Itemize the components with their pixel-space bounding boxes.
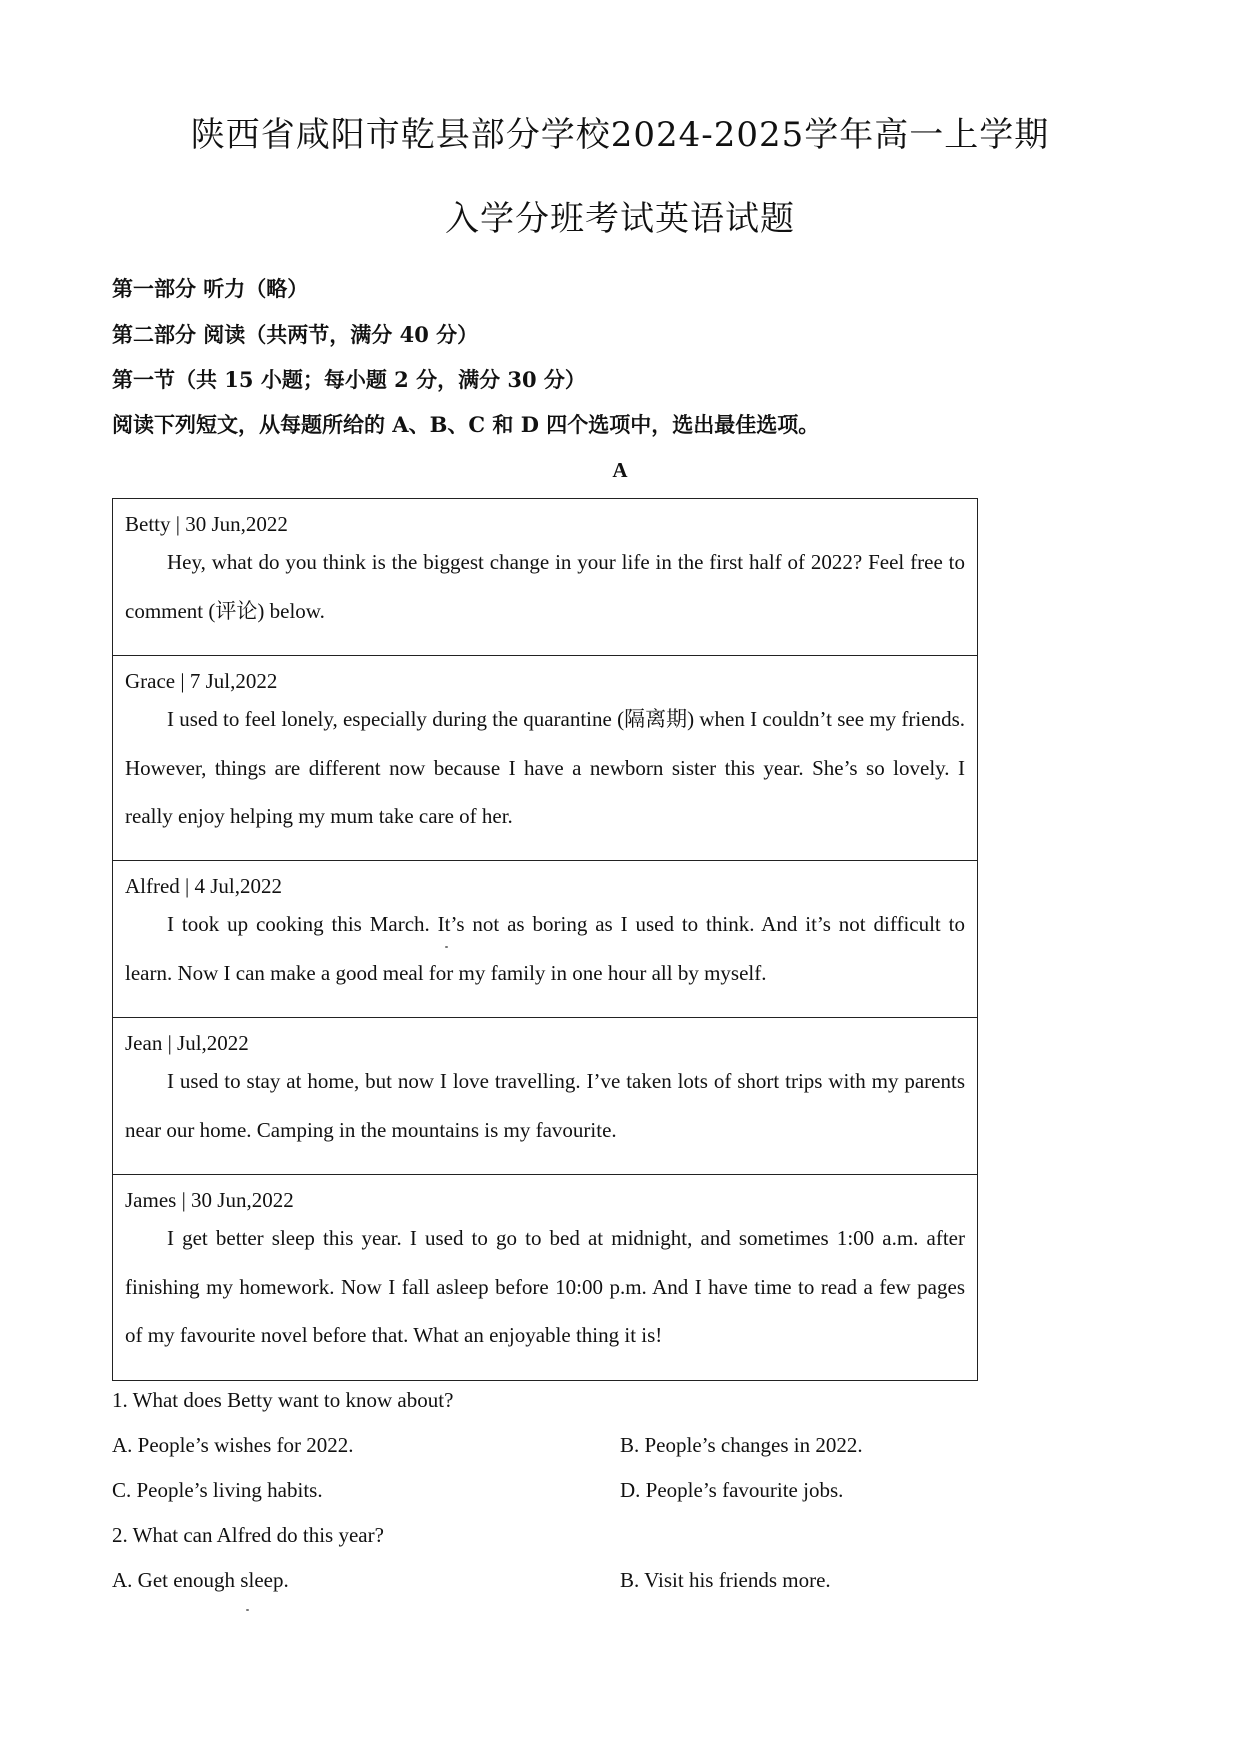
exam-title-line2: 入学分班考试英语试题 (445, 199, 795, 239)
comment-header: Jean | Jul,2022 (125, 1031, 249, 1055)
question-1-option-b: B. People’s changes in 2022. (620, 1433, 863, 1457)
comment-body: Hey, what do you think is the biggest change in your life in the first half of 2022? Feel free to comment (评论) below. (125, 550, 965, 623)
question-2-stem: 2. What can Alfred do this year? (112, 1523, 384, 1547)
comment-table (112, 498, 978, 1381)
part1-heading: 第一部分 听力（略） (112, 276, 309, 301)
comment-body: I used to stay at home, but now I love travelling. I’ve taken lots of short trips with my parents near our home. Camping in the mountains is my favourite. (125, 1069, 965, 1142)
question-2-option-b: B. Visit his friends more. (620, 1568, 831, 1592)
question-1-option-c: C. People’s living habits. (112, 1478, 323, 1502)
comment-header: Betty | 30 Jun,2022 (125, 512, 288, 536)
comment-header: Alfred | 4 Jul,2022 (125, 874, 283, 898)
comment-block (113, 656, 977, 861)
part2-heading: 第二部分 阅读（共两节，满分 40 分） (112, 322, 479, 347)
question-1-option-a: A. People’s wishes for 2022. (112, 1433, 354, 1457)
scan-speck (246, 1609, 249, 1611)
comment-block (113, 499, 977, 656)
comment-body: I used to feel lonely, especially during the quarantine (隔离期) when I couldn’t see my friends. However, things are different now because I have a newborn sister this year. She’s so lovely. I really enjoy helping my mum take care of her. (125, 707, 965, 828)
question-1-option-d: D. People’s favourite jobs. (620, 1478, 844, 1502)
instruction-text: 阅读下列短文，从每题所给的 A、B、C 和 D 四个选项中，选出最佳选项。 (112, 412, 820, 437)
comment-header: James | 30 Jun,2022 (125, 1188, 294, 1212)
section1-heading: 第一节（共 15 小题；每小题 2 分，满分 30 分） (112, 367, 586, 392)
scan-speck (445, 946, 448, 948)
comment-block (113, 861, 977, 1018)
comment-block (113, 1018, 977, 1175)
comment-block (113, 1175, 977, 1380)
comment-body: I get better sleep this year. I used to go to bed at midnight, and sometimes 1:00 a.m. after finishing my homework. Now I fall asleep before 10:00 p.m. And I have time to read a few pages of my favourite novel before that. What an enjoyable thing it is! (125, 1226, 965, 1347)
question-1-stem: 1. What does Betty want to know about? (112, 1388, 454, 1412)
comment-header: Grace | 7 Jul,2022 (125, 669, 278, 693)
passage-label: A (612, 458, 628, 482)
exam-title-line1: 陕西省咸阳市乾县部分学校2024-2025学年高一上学期 (190, 115, 1050, 155)
comment-body: I took up cooking this March. It’s not as boring as I used to think. And it’s not difficult to learn. Now I can make a good meal for my family in one hour all by myself. (125, 912, 965, 985)
question-2-option-a: A. Get enough sleep. (112, 1568, 289, 1592)
